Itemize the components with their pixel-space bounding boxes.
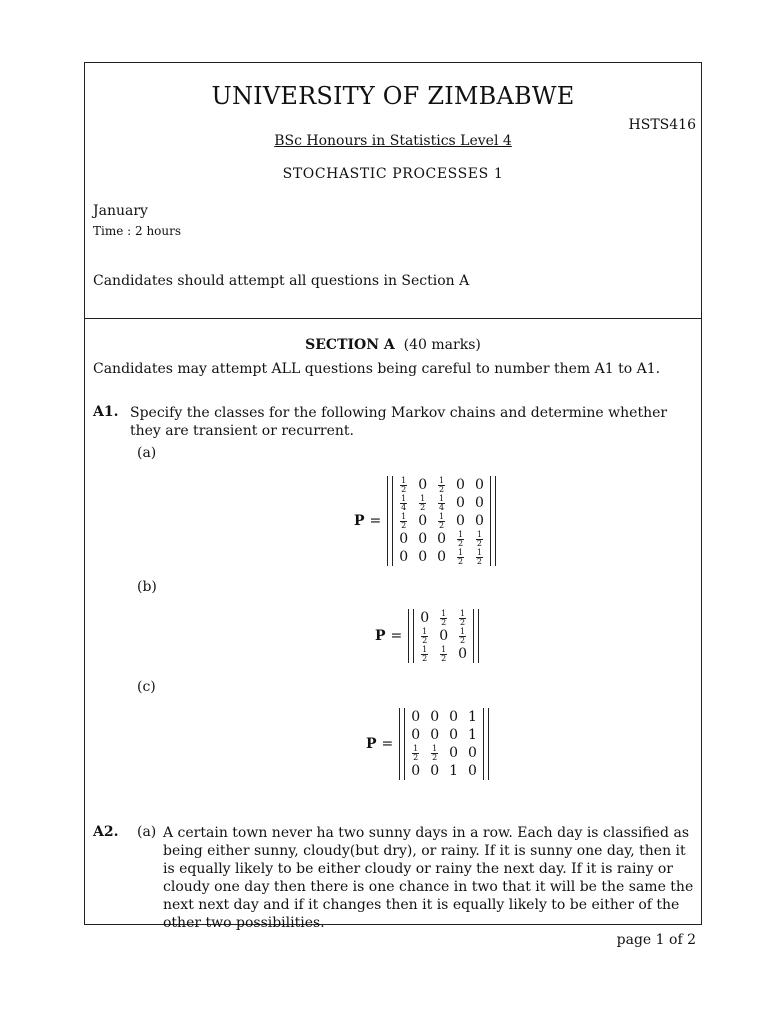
matrix-cell: $\frac{1}{2}$ [457, 547, 464, 566]
question-a2-text: A certain town never ha two sunny days in a row. Each day is classified as being either sunny, cloudy(but dry), or rainy. If it is sunny one day, then it is equally likely to be either cloudy or rainy the next day. If it is rainy or cloudy one day then there is one chance in two that it will be the same the next next day and if it changes then it is equally likely to be either of the other two possibilities. [163, 825, 694, 931]
matrix-cell: 0 [439, 628, 449, 644]
matrix-right-bracket [483, 708, 489, 780]
matrix-a [354, 476, 496, 566]
matrix-cell: 0 [458, 646, 468, 662]
matrix-cell: $\frac{1}{2}$ [441, 644, 447, 663]
matrix-cell: $\frac{1}{2}$ [439, 475, 445, 494]
matrix-cell: $\frac{1}{2}$ [457, 529, 464, 548]
matrix-cell: 0 [430, 763, 440, 779]
matrix-cell: 0 [456, 513, 465, 529]
matrix-cell: $\frac{1}{2}$ [460, 608, 466, 627]
matrix-cell: 1 [468, 727, 477, 743]
matrix-cell: $\frac{1}{2}$ [413, 743, 419, 762]
degree-title [84, 133, 702, 149]
matrix-cell: 1 [449, 763, 459, 779]
matrix-cell: 0 [449, 745, 459, 761]
section-title: SECTION A [305, 337, 395, 353]
matrix-b [375, 609, 479, 663]
matrix-symbol: P [354, 513, 365, 529]
matrix-cell: 0 [437, 549, 447, 565]
matrix-cell: $\frac{1}{2}$ [441, 608, 447, 627]
a1-part-b-label: (b) [137, 579, 157, 595]
matrix-cell: $\frac{1}{2}$ [422, 644, 428, 663]
matrix-cell: 0 [474, 477, 484, 493]
matrix-c [366, 708, 489, 780]
matrix-grid [414, 609, 473, 663]
matrix-cell: 0 [449, 709, 459, 725]
matrix-cell: 0 [399, 549, 409, 565]
course-code: HSTS416 [628, 117, 696, 133]
matrix-grid [405, 708, 483, 780]
question-a1-label: A1. [93, 404, 119, 420]
matrix-cell: 0 [456, 495, 465, 511]
matrix-cell: $\frac{1}{2}$ [422, 626, 428, 645]
a2-part-a-label: (a) [137, 824, 157, 840]
exam-instructions: Candidates should attempt all questions in Section A [93, 273, 470, 289]
matrix-cell: 0 [437, 531, 447, 547]
degree-text: BSc Honours in Statistics Level 4 [274, 133, 512, 149]
matrix-cell: 0 [418, 549, 428, 565]
matrix-grid [393, 476, 490, 566]
equals-sign: = [381, 736, 394, 752]
matrix-cell: $\frac{1}{2}$ [401, 511, 407, 530]
matrix-cell: 0 [449, 727, 459, 743]
matrix-right-bracket [490, 476, 496, 566]
equals-sign: = [369, 513, 382, 529]
matrix-symbol: P [366, 736, 377, 752]
matrix-cell: 1 [468, 709, 477, 725]
matrix-cell: 0 [418, 513, 428, 529]
matrix-cell: 0 [474, 495, 484, 511]
matrix-cell: $\frac{1}{4}$ [439, 493, 445, 512]
section-instructions: Candidates may attempt ALL questions being careful to number them A1 to A1. [93, 361, 661, 377]
matrix-cell: $\frac{1}{2}$ [420, 493, 426, 512]
matrix-cell: 0 [456, 477, 465, 493]
matrix-cell: $\frac{1}{2}$ [401, 475, 407, 494]
matrix-cell: 0 [468, 763, 477, 779]
matrix-right-bracket [473, 609, 479, 663]
matrix-cell: 0 [474, 513, 484, 529]
matrix-cell: 0 [430, 727, 440, 743]
question-a2-label: A2. [93, 824, 119, 840]
matrix-cell: 0 [411, 763, 421, 779]
matrix-cell: $\frac{1}{2}$ [476, 547, 482, 566]
section-marks: (40 marks) [403, 337, 481, 353]
page-number: page 1 of 2 [616, 932, 696, 948]
matrix-cell: 0 [418, 531, 428, 547]
course-title: STOCHASTIC PROCESSES 1 [282, 166, 504, 182]
a1-part-c-label: (c) [137, 679, 156, 695]
matrix-cell: 0 [399, 531, 409, 547]
exam-duration: Time : 2 hours [93, 224, 182, 238]
matrix-cell: $\frac{1}{2}$ [476, 529, 482, 548]
question-a1-text: Specify the classes for the following Markov chains and determine whether they are transient or recurrent. [130, 405, 668, 439]
matrix-cell: $\frac{1}{4}$ [401, 493, 407, 512]
matrix-symbol: P [375, 628, 386, 644]
matrix-cell: 0 [411, 709, 421, 725]
section-heading [84, 337, 702, 353]
header-divider [84, 318, 702, 319]
a1-part-a-label: (a) [137, 445, 157, 461]
equals-sign: = [390, 628, 403, 644]
matrix-cell: $\frac{1}{2}$ [439, 511, 445, 530]
university-title: UNIVERSITY OF ZIMBABWE [211, 82, 575, 110]
matrix-cell: 0 [418, 477, 428, 493]
matrix-cell: 0 [430, 709, 440, 725]
matrix-cell: $\frac{1}{2}$ [432, 743, 438, 762]
matrix-cell: $\frac{1}{2}$ [460, 626, 466, 645]
matrix-cell: 0 [420, 610, 430, 626]
matrix-cell: 0 [411, 727, 421, 743]
exam-month: January [93, 203, 148, 219]
matrix-cell: 0 [468, 745, 477, 761]
